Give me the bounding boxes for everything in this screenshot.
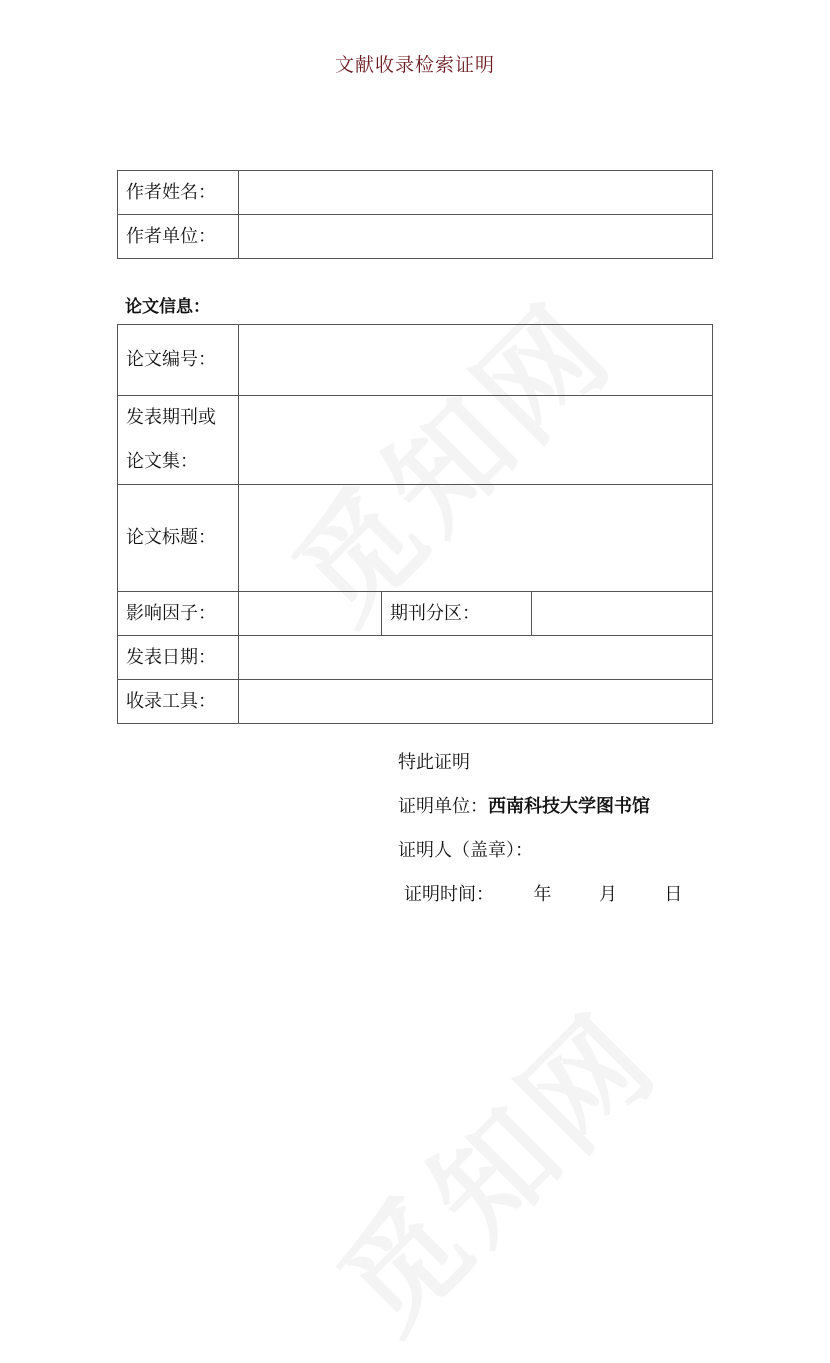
impact-factor-field[interactable] bbox=[239, 592, 382, 636]
publish-date-field[interactable] bbox=[239, 636, 713, 680]
watermark bbox=[295, 969, 688, 1362]
paper-table bbox=[117, 324, 713, 724]
table-row bbox=[118, 636, 713, 680]
year-label: 年 bbox=[533, 884, 552, 905]
table-row bbox=[118, 325, 713, 396]
certification-statement: 特此证明 bbox=[398, 752, 470, 773]
journal-field[interactable] bbox=[239, 396, 713, 485]
certifying-unit-label: 证明单位： bbox=[398, 796, 488, 817]
certification-date-line bbox=[398, 884, 682, 906]
table-row bbox=[118, 396, 713, 485]
month-label: 月 bbox=[598, 884, 617, 905]
table-row bbox=[118, 680, 713, 724]
index-tool-label: 收录工具： bbox=[118, 680, 239, 724]
author-table bbox=[117, 170, 713, 259]
author-name-field[interactable] bbox=[239, 171, 713, 215]
table-row bbox=[118, 592, 713, 636]
certification-block bbox=[398, 752, 682, 928]
journal-zone-field[interactable] bbox=[532, 592, 713, 636]
paper-info-heading: 论文信息： bbox=[125, 297, 210, 317]
publish-date-label: 发表日期： bbox=[118, 636, 239, 680]
journal-label bbox=[118, 396, 239, 485]
journal-label-line1: 发表期刊或 bbox=[126, 407, 216, 428]
certifier-label: 证明人（盖章）： bbox=[398, 840, 533, 861]
certifier-line bbox=[398, 840, 682, 862]
paper-title-field[interactable] bbox=[239, 485, 713, 592]
author-name-label: 作者姓名： bbox=[118, 171, 239, 215]
day-label: 日 bbox=[664, 884, 683, 905]
impact-factor-label: 影响因子： bbox=[118, 592, 239, 636]
index-tool-field[interactable] bbox=[239, 680, 713, 724]
table-row bbox=[118, 485, 713, 592]
certifying-unit bbox=[398, 796, 682, 818]
author-unit-label: 作者单位： bbox=[118, 215, 239, 259]
paper-title-label: 论文标题： bbox=[118, 485, 239, 592]
certifying-unit-value: 西南科技大学图书馆 bbox=[488, 796, 650, 817]
journal-label-line2: 论文集： bbox=[126, 451, 198, 472]
table-row bbox=[118, 215, 713, 259]
certification-time-label: 证明时间： bbox=[404, 884, 494, 905]
paper-number-field[interactable] bbox=[239, 325, 713, 396]
page-title: 文献收录检索证明 bbox=[334, 54, 495, 76]
table-row bbox=[118, 171, 713, 215]
journal-zone-label: 期刊分区： bbox=[382, 592, 532, 636]
author-unit-field[interactable] bbox=[239, 215, 713, 259]
paper-number-label: 论文编号： bbox=[118, 325, 239, 396]
